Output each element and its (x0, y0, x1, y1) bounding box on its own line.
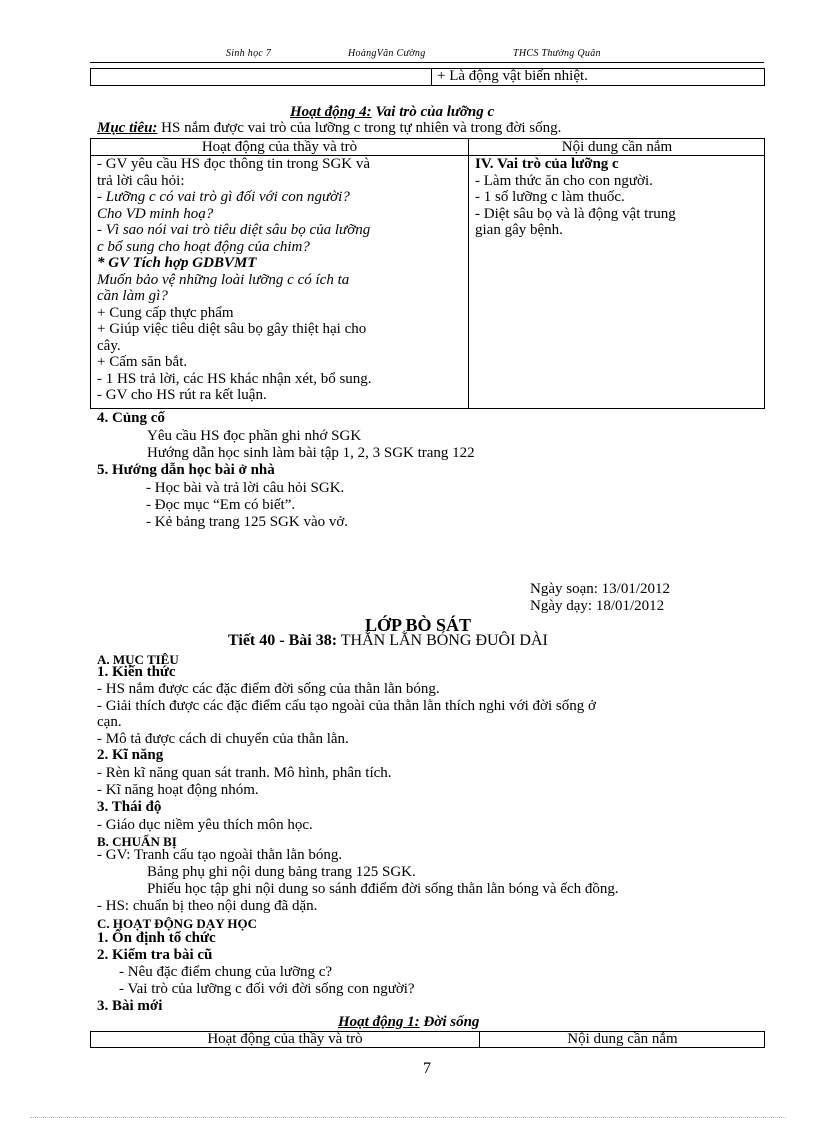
left-line: - GV cho HS rút ra kết luận. (97, 387, 267, 403)
section-c-heading: C. HOẠT ĐỘNG DẠY HỌC (97, 916, 257, 931)
skills-heading: 2. Kĩ năng (97, 747, 164, 763)
knowledge-list (97, 681, 596, 747)
activity4-right-header: Nội dung cần nắm (561, 139, 673, 155)
top-table-cell: + Là động vật biến nhiệt. (437, 68, 588, 84)
question-line: - Vai trò của lưỡng c đối với đời sống con người? (119, 981, 415, 997)
activity4-title (290, 104, 494, 121)
organize-heading: 1. Ổn định tổ chức (97, 930, 216, 946)
left-line: cần làm gì? (97, 288, 168, 304)
section-a-heading: A. MỤC TIÊU (97, 652, 179, 667)
prep-line: Bảng phụ ghi nội dung bảng trang 125 SGK. (147, 864, 416, 880)
prep-line: Phiếu học tập ghi nội dung so sánh đđiểm đời sống thằn lằn bóng và ếch đồng. (147, 881, 619, 897)
prep-line: - GV: Tranh cấu tạo ngoài thằn lằn bóng. (97, 847, 343, 863)
activity1-right-header: Nội dung cần nắm (567, 1031, 678, 1047)
objective-text: HS nắm được vai trò của lưỡng c trong tự nhiên và trong đời sống. (157, 120, 562, 136)
left-line: - 1 HS trả lời, các HS khác nhận xét, bổ sung. (97, 370, 372, 387)
lesson-title (228, 632, 548, 650)
left-line: - GV yêu cầu HS đọc thông tin trong SGK và (97, 156, 371, 172)
lesson-number: Tiết 40 - Bài 38: (228, 632, 338, 649)
attitude-heading: 3. Thái độ (97, 799, 162, 815)
left-line: - Lưỡng c có vai trò gì đối với con người? (97, 189, 350, 205)
right-heading: IV. Vai trò của lưỡng c (475, 156, 619, 172)
section-b-heading: B. CHUẨN BỊ (97, 834, 177, 849)
objective-label: Mục tiêu: (97, 120, 158, 136)
right-line: gian gây bệnh. (475, 222, 563, 238)
knowledge-heading: 1. Kiến thức (97, 664, 176, 680)
class-title: LỚP BÒ SÁT (365, 615, 472, 635)
skills-line: - Rèn kĩ năng quan sát tranh. Mô hình, phân tích. (97, 765, 392, 781)
consolidation-heading: 4. Củng cố (97, 410, 165, 426)
left-line: + Cấm săn bắt. (97, 354, 188, 370)
activity4-title-text: Vai trò của lưỡng c (371, 104, 495, 120)
activity4-objective (97, 120, 561, 137)
consolidation-line: Hướng dẫn học sinh làm bài tập 1, 2, 3 SGK trang 122 (147, 445, 475, 461)
left-line: + Giúp việc tiêu diệt sâu bọ gây thiệt hại cho (97, 321, 367, 337)
activity4-table-divider (468, 139, 469, 409)
header-school: THCS Thường Quân (513, 48, 601, 59)
activity1-left-header: Hoạt động của thầy và trò (207, 1031, 363, 1047)
lesson-name: THẰN LẰN BÓNG ĐUÔI DÀI (340, 632, 548, 649)
knowledge-line: - HS nắm được các đặc điểm đời sống của thằn lằn bóng. (97, 681, 440, 697)
homework-heading: 5. Hướng dẫn học bài ở nhà (97, 462, 275, 478)
question-line: - Nêu đặc điểm chung của lưỡng c? (119, 964, 333, 980)
activity1-table (90, 1031, 765, 1048)
right-line: - Diệt sâu bọ và là động vật trung (475, 205, 676, 222)
activity4-right-cell (475, 156, 676, 239)
new-lesson-heading: 3. Bài mới (97, 998, 163, 1014)
activity1-title-text: Đời sống (419, 1014, 480, 1030)
left-line: + Cung cấp thực phẩm (97, 304, 234, 321)
top-table-divider (431, 69, 432, 86)
activity4-title-label: Hoạt động 4: (290, 104, 372, 120)
page-bottom-rule (30, 1117, 786, 1118)
left-line-gdbvmt: * GV Tích hợp GDBVMT (97, 255, 257, 271)
left-line: - Vì sao nói vai trò tiêu diệt sâu bọ của lưỡng (97, 222, 371, 238)
activity1-title (338, 1014, 479, 1031)
activity4-left-cell (97, 156, 372, 404)
consolidation-line: Yêu cầu HS đọc phần ghi nhớ SGK (147, 428, 362, 444)
knowledge-line: - Mô tả được cách di chuyển của thằn lằn. (97, 730, 349, 747)
left-line: cây. (97, 337, 121, 354)
attitude-line: - Giáo dục niềm yêu thích môn học. (97, 817, 313, 833)
top-table (90, 68, 765, 86)
activity4-table (90, 138, 765, 409)
activity4-left-header: Hoạt động của thầy và trò (201, 139, 358, 155)
header-author: HoàngVăn Cường (348, 48, 426, 59)
right-line: - 1 số lưỡng c làm thuốc. (475, 189, 625, 205)
homework-line: - Kẻ bảng trang 125 SGK vào vở. (146, 514, 349, 530)
skills-line: - Kĩ năng hoạt động nhóm. (97, 781, 259, 798)
date-prepared: Ngày soạn: 13/01/2012 (530, 581, 670, 597)
activity1-title-label: Hoạt động 1: (338, 1014, 420, 1030)
page-number: 7 (423, 1060, 431, 1077)
old-lesson-heading: 2. Kiểm tra bài cũ (97, 947, 213, 963)
prep-line: - HS: chuẩn bị theo nội dung đã dặn. (97, 898, 318, 914)
header-subject: Sinh học 7 (226, 48, 272, 59)
knowledge-line: cạn. (97, 714, 122, 730)
knowledge-line: - Giải thích được các đặc điểm cấu tạo ngoài của thằn lằn thích nghi với đời sống ở (97, 697, 596, 714)
homework-line: - Đọc mục “Em có biết”. (146, 497, 296, 513)
right-line: - Làm thức ăn cho con người. (475, 172, 653, 189)
left-line: Muốn bảo vệ những loài lưỡng c có ích ta (97, 271, 350, 288)
homework-line: - Học bài và trả lời câu hỏi SGK. (146, 480, 345, 496)
left-line: c bổ sung cho hoạt động của chim? (97, 238, 310, 255)
left-line: Cho VD minh hoạ? (97, 205, 214, 222)
header-rule (90, 62, 764, 63)
skills-list (97, 765, 392, 798)
date-taught: Ngày dạy: 18/01/2012 (530, 598, 665, 614)
left-line: trả lời câu hỏi: (97, 172, 185, 189)
